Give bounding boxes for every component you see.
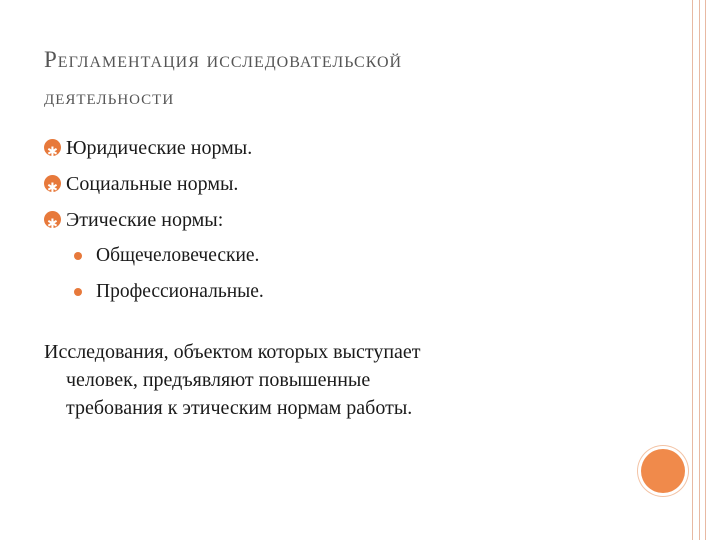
paragraph-line: человек, предъявляют повышенные <box>66 369 371 391</box>
bullet-list <box>44 130 264 310</box>
bullet-text: Юридические нормы. <box>66 137 253 159</box>
sunburst-bullet-icon <box>44 175 61 192</box>
sunburst-bullet-icon <box>44 139 61 156</box>
sub-bullet-text: Профессиональные. <box>96 281 264 302</box>
slide-title-line1: Регламентация исследовательской <box>44 47 403 72</box>
dot-bullet-icon <box>74 288 82 296</box>
sub-bullet-item <box>44 274 264 310</box>
bullet-item <box>44 166 264 202</box>
paragraph-line: Исследования, объектом которых выступает <box>44 341 421 363</box>
dot-bullet-icon <box>74 252 82 260</box>
paragraph-line: требования к этическим нормам работы. <box>66 397 413 419</box>
slide-title-line2: деятельности <box>44 84 175 109</box>
body-paragraph <box>44 338 604 422</box>
orange-circle-icon <box>641 449 685 493</box>
sub-bullet-item <box>44 238 264 274</box>
vertical-rule-2 <box>699 0 700 540</box>
vertical-rule-3 <box>705 0 706 540</box>
bullet-item <box>44 202 264 238</box>
vertical-rule-1 <box>692 0 693 540</box>
bullet-item <box>44 130 264 166</box>
slide-title <box>44 38 644 118</box>
bullet-text: Социальные нормы. <box>66 173 239 195</box>
bullet-text: Этические нормы: <box>66 209 224 231</box>
sub-bullet-text: Общечеловеческие. <box>96 245 260 266</box>
sunburst-bullet-icon <box>44 211 61 228</box>
